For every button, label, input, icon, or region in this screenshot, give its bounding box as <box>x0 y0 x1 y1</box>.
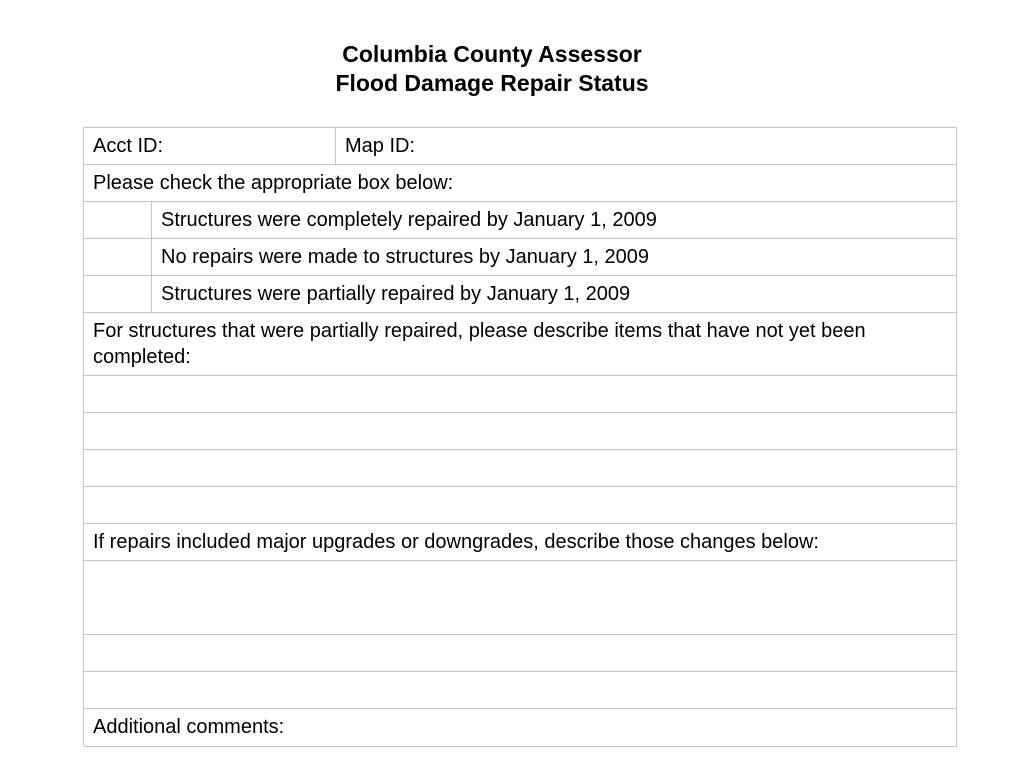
upgrades-description-line <box>84 672 957 709</box>
option-row-no-repairs <box>84 239 957 276</box>
id-row <box>84 128 957 165</box>
partial-description-line-2[interactable] <box>84 413 957 449</box>
title-line-2: Flood Damage Repair Status <box>335 70 649 96</box>
upgrades-description-line <box>84 635 957 672</box>
completely-repaired-checkbox[interactable] <box>84 202 152 238</box>
upgrades-description-line-1[interactable] <box>84 561 957 634</box>
map-id-field[interactable] <box>336 128 957 164</box>
upgrades-prompt-row <box>84 524 957 561</box>
upgrades-prompt: If repairs included major upgrades or downgrades, describe those changes below: <box>84 524 957 560</box>
option-label-completely-repaired: Structures were completely repaired by January 1, 2009 <box>152 202 957 238</box>
comments-row <box>84 709 957 747</box>
partial-description-line <box>84 487 957 524</box>
form-title <box>0 40 984 98</box>
partially-repaired-checkbox[interactable] <box>84 276 152 312</box>
partial-repair-prompt: For structures that were partially repaired, please describe items that have not yet been completed: <box>84 313 957 375</box>
acct-id-field[interactable] <box>84 128 336 164</box>
option-label-no-repairs: No repairs were made to structures by January 1, 2009 <box>152 239 957 275</box>
acct-id-label: Acct ID: <box>93 135 164 157</box>
map-id-label: Map ID: <box>345 135 416 157</box>
partial-description-line-1[interactable] <box>84 376 957 412</box>
partial-description-line <box>84 413 957 450</box>
partial-description-line-4[interactable] <box>84 487 957 523</box>
no-repairs-checkbox[interactable] <box>84 239 152 275</box>
repair-status-form <box>83 127 957 746</box>
partial-description-line <box>84 376 957 413</box>
partial-description-line-3[interactable] <box>84 450 957 486</box>
upgrades-description-line-3[interactable] <box>84 672 957 708</box>
partial-description-line <box>84 450 957 487</box>
instruction-text: Please check the appropriate box below: <box>84 165 957 201</box>
upgrades-description-line <box>84 561 957 635</box>
option-label-partially-repaired: Structures were partially repaired by January 1, 2009 <box>152 276 957 312</box>
upgrades-description-line-2[interactable] <box>84 635 957 671</box>
title-line-1: Columbia County Assessor <box>342 41 642 67</box>
option-row-partially-repaired <box>84 276 957 313</box>
instruction-row <box>84 165 957 202</box>
partial-prompt-row <box>84 313 957 376</box>
option-row-completely-repaired <box>84 202 957 239</box>
additional-comments-label: Additional comments: <box>84 709 957 746</box>
